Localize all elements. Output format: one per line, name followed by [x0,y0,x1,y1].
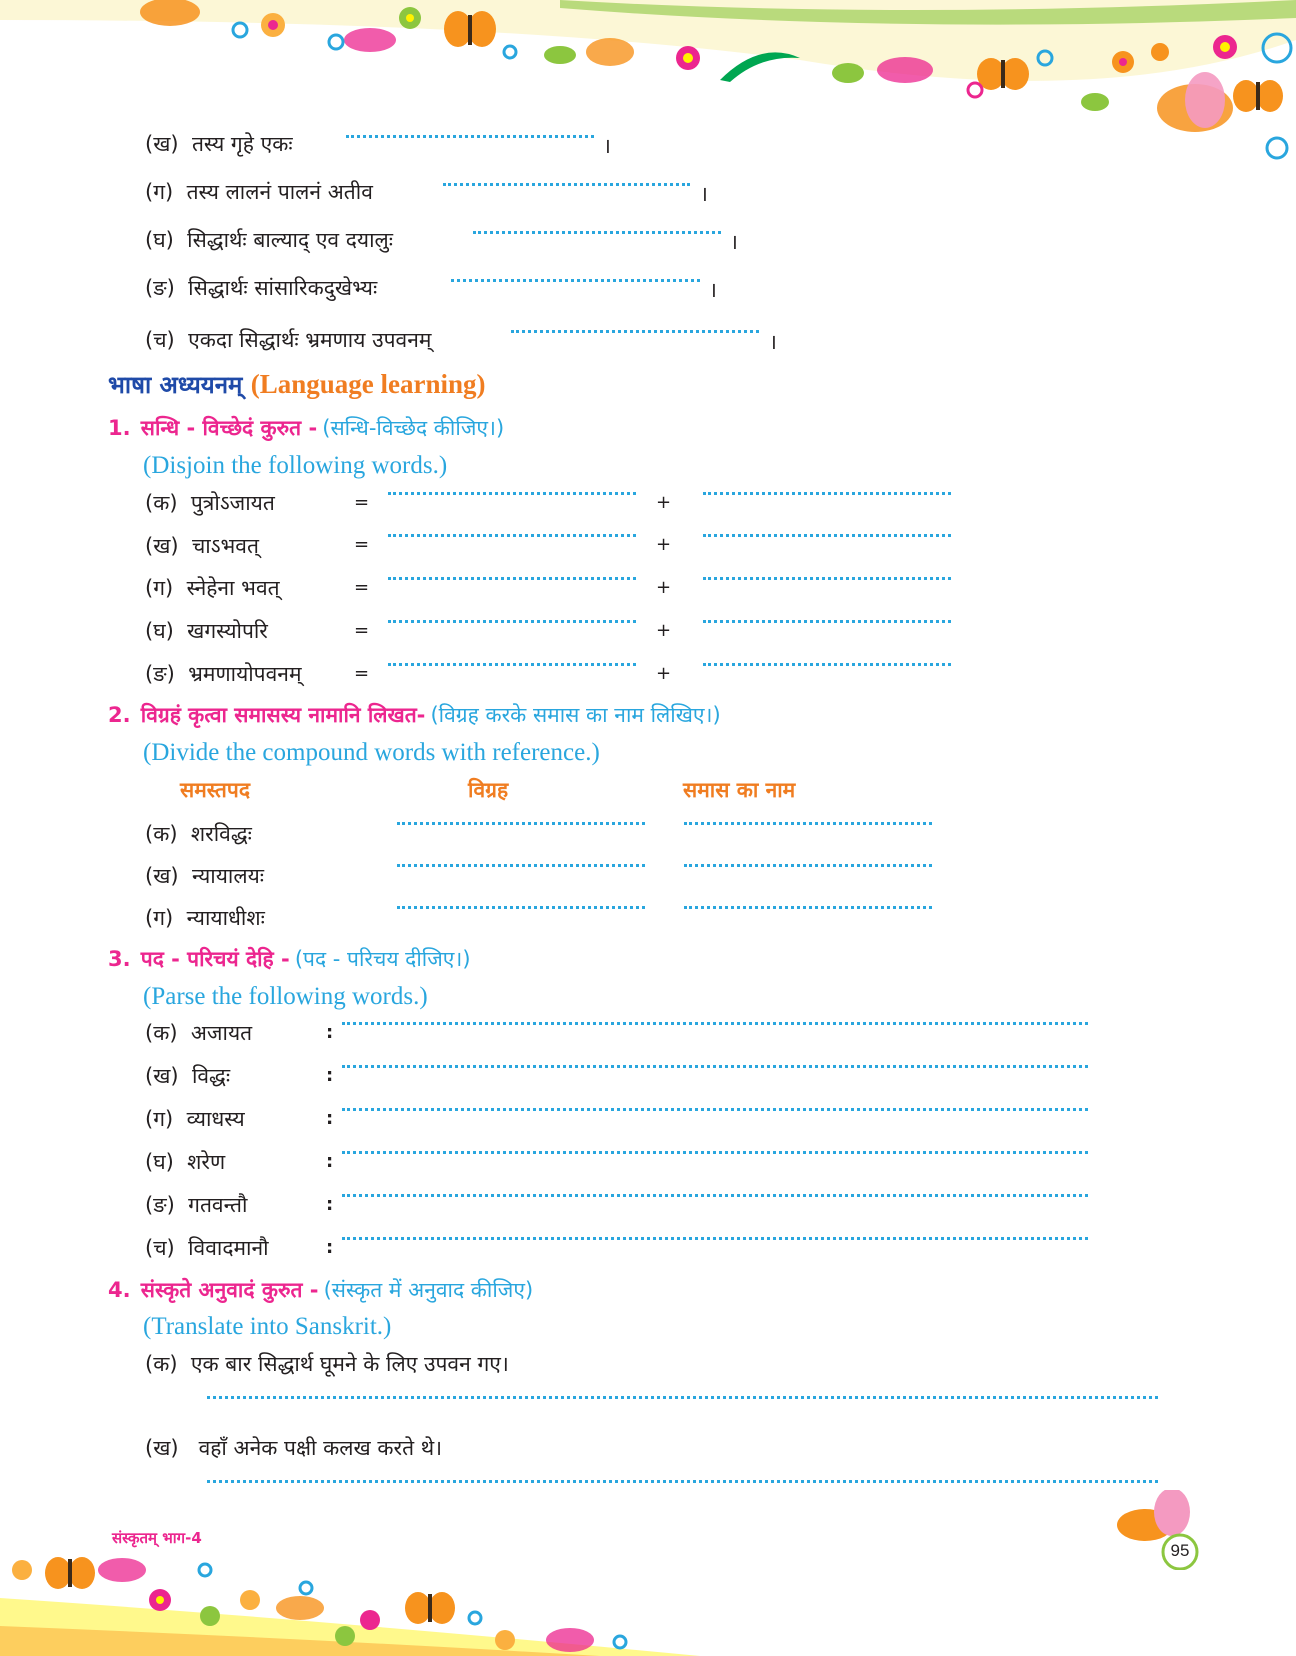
column-header-samas-name: समास का नाम [683,778,796,802]
danda: । [730,230,738,254]
plus-sign: + [656,577,672,598]
compound-item-ga: (ग) न्यायाधीशः [145,906,265,930]
sandhi-item-gha: (घ) खगस्योपरि [145,619,268,643]
answer-blank[interactable] [342,1108,1088,1111]
sandhi-item-ka: (क) पुत्रोऽजायत [145,491,275,515]
plus-sign: + [656,492,672,513]
vigrah-blank[interactable] [397,822,645,825]
butterfly-icon [1233,80,1283,112]
parse-item-nga: (ङ) गतवन्तौ [145,1193,248,1217]
answer-blank[interactable] [388,577,636,580]
exercise-line-cha: (च) एकदा सिद्धार्थः भ्रमणाय उपवनम् [145,328,432,352]
exercise-line-nga: (ङ) सिद्धार्थः सांसारिकदुखेभ्यः [145,276,378,300]
butterfly-icon [405,1592,455,1624]
column-header-samastpad: समस्तपद [180,778,250,802]
parse-item-ka: (क) अजायत [145,1021,253,1045]
sandhi-item-nga: (ङ) भ्रमणायोपवनम् [145,662,302,686]
colon: : [326,1022,334,1043]
compound-item-kha: (ख) न्यायालयः [145,864,265,888]
question-4-english: (Translate into Sanskrit.) [143,1313,392,1340]
compound-item-ka: (क) शरविद्धः [145,822,252,846]
answer-blank[interactable] [207,1396,1158,1399]
butterfly-icon [444,11,496,47]
equals-sign: = [354,663,370,684]
question-2-english: (Divide the compound words with reference.) [143,739,600,766]
parse-item-kha: (ख) विद्धः [145,1064,231,1088]
answer-blank[interactable] [473,231,721,234]
answer-blank[interactable] [443,183,690,186]
plus-sign: + [656,620,672,641]
equals-sign: = [354,620,370,641]
answer-blank[interactable] [703,620,951,623]
equals-sign: = [354,577,370,598]
butterfly-icon [977,58,1029,90]
equals-sign: = [354,492,370,513]
page-number: 95 [1170,1541,1190,1560]
vigrah-blank[interactable] [397,906,645,909]
exercise-line-ga: (ग) तस्य लालनं पालनं अतीव [145,180,373,204]
exercise-line-gha: (घ) सिद्धार्थः बाल्याद् एव दयालुः [145,228,394,252]
sandhi-item-ga: (ग) स्नेहेना भवत् [145,576,280,600]
answer-blank[interactable] [388,663,636,666]
answer-blank[interactable] [342,1065,1088,1068]
answer-blank[interactable] [207,1480,1158,1483]
butterfly-icon [45,1557,95,1589]
colon: : [326,1065,334,1086]
answer-blank[interactable] [511,330,759,333]
danda: । [709,278,717,302]
danda: । [769,330,777,354]
answer-blank[interactable] [703,663,951,666]
answer-blank[interactable] [451,279,700,282]
answer-blank[interactable] [703,492,951,495]
samas-name-blank[interactable] [684,906,932,909]
danda: । [603,134,611,158]
answer-blank[interactable] [342,1237,1088,1240]
bottom-floral-border [0,1548,1296,1656]
book-title: संस्कृतम् भाग-4 [112,1529,202,1547]
plus-sign: + [656,534,672,555]
samas-name-blank[interactable] [684,822,932,825]
section-heading: भाषा अध्ययनम् (Language learning) [108,369,486,399]
exercise-line-kha: (ख) तस्य गृहे एकः [145,132,293,156]
danda: । [700,182,708,206]
colon: : [326,1194,334,1215]
translate-item-kha: (ख) वहाँ अनेक पक्षी कलख करते थे। [145,1436,443,1460]
column-header-vigrah: विग्रह [468,778,509,802]
answer-blank[interactable] [388,492,636,495]
question-1-title: 1. सन्धि - विच्छेदं कुरुत - (सन्धि-विच्छेद कीजिए।) [108,416,505,440]
question-4-title: 4. संस्कृते अनुवादं कुरुत - (संस्कृत में अनुवाद कीजिए) [108,1278,534,1302]
samas-name-blank[interactable] [684,864,932,867]
answer-blank[interactable] [346,135,594,138]
vigrah-blank[interactable] [397,864,645,867]
answer-blank[interactable] [388,620,636,623]
answer-blank[interactable] [342,1022,1088,1025]
question-3-english: (Parse the following words.) [143,983,428,1010]
answer-blank[interactable] [342,1151,1088,1154]
equals-sign: = [354,534,370,555]
answer-blank[interactable] [342,1194,1088,1197]
question-2-title: 2. विग्रहं कृत्वा समासस्य नामानि लिखत- (विग्रह करके समास का नाम लिखिए।) [108,703,721,727]
answer-blank[interactable] [703,534,951,537]
sandhi-item-kha: (ख) चाऽभवत् [145,534,259,558]
answer-blank[interactable] [388,534,636,537]
colon: : [326,1151,334,1172]
translate-item-ka: (क) एक बार सिद्धार्थ घूमने के लिए उपवन गए। [145,1352,509,1376]
question-3-title: 3. पद - परिचयं देहि - (पद - परिचय दीजिए।) [108,947,471,971]
colon: : [326,1108,334,1129]
plus-sign: + [656,663,672,684]
parse-item-ga: (ग) व्याधस्य [145,1107,245,1131]
answer-blank[interactable] [703,577,951,580]
question-1-english: (Disjoin the following words.) [143,452,448,479]
parse-item-gha: (घ) शरेण [145,1150,226,1174]
parse-item-cha: (च) विवादमानौ [145,1236,269,1260]
colon: : [326,1237,334,1258]
